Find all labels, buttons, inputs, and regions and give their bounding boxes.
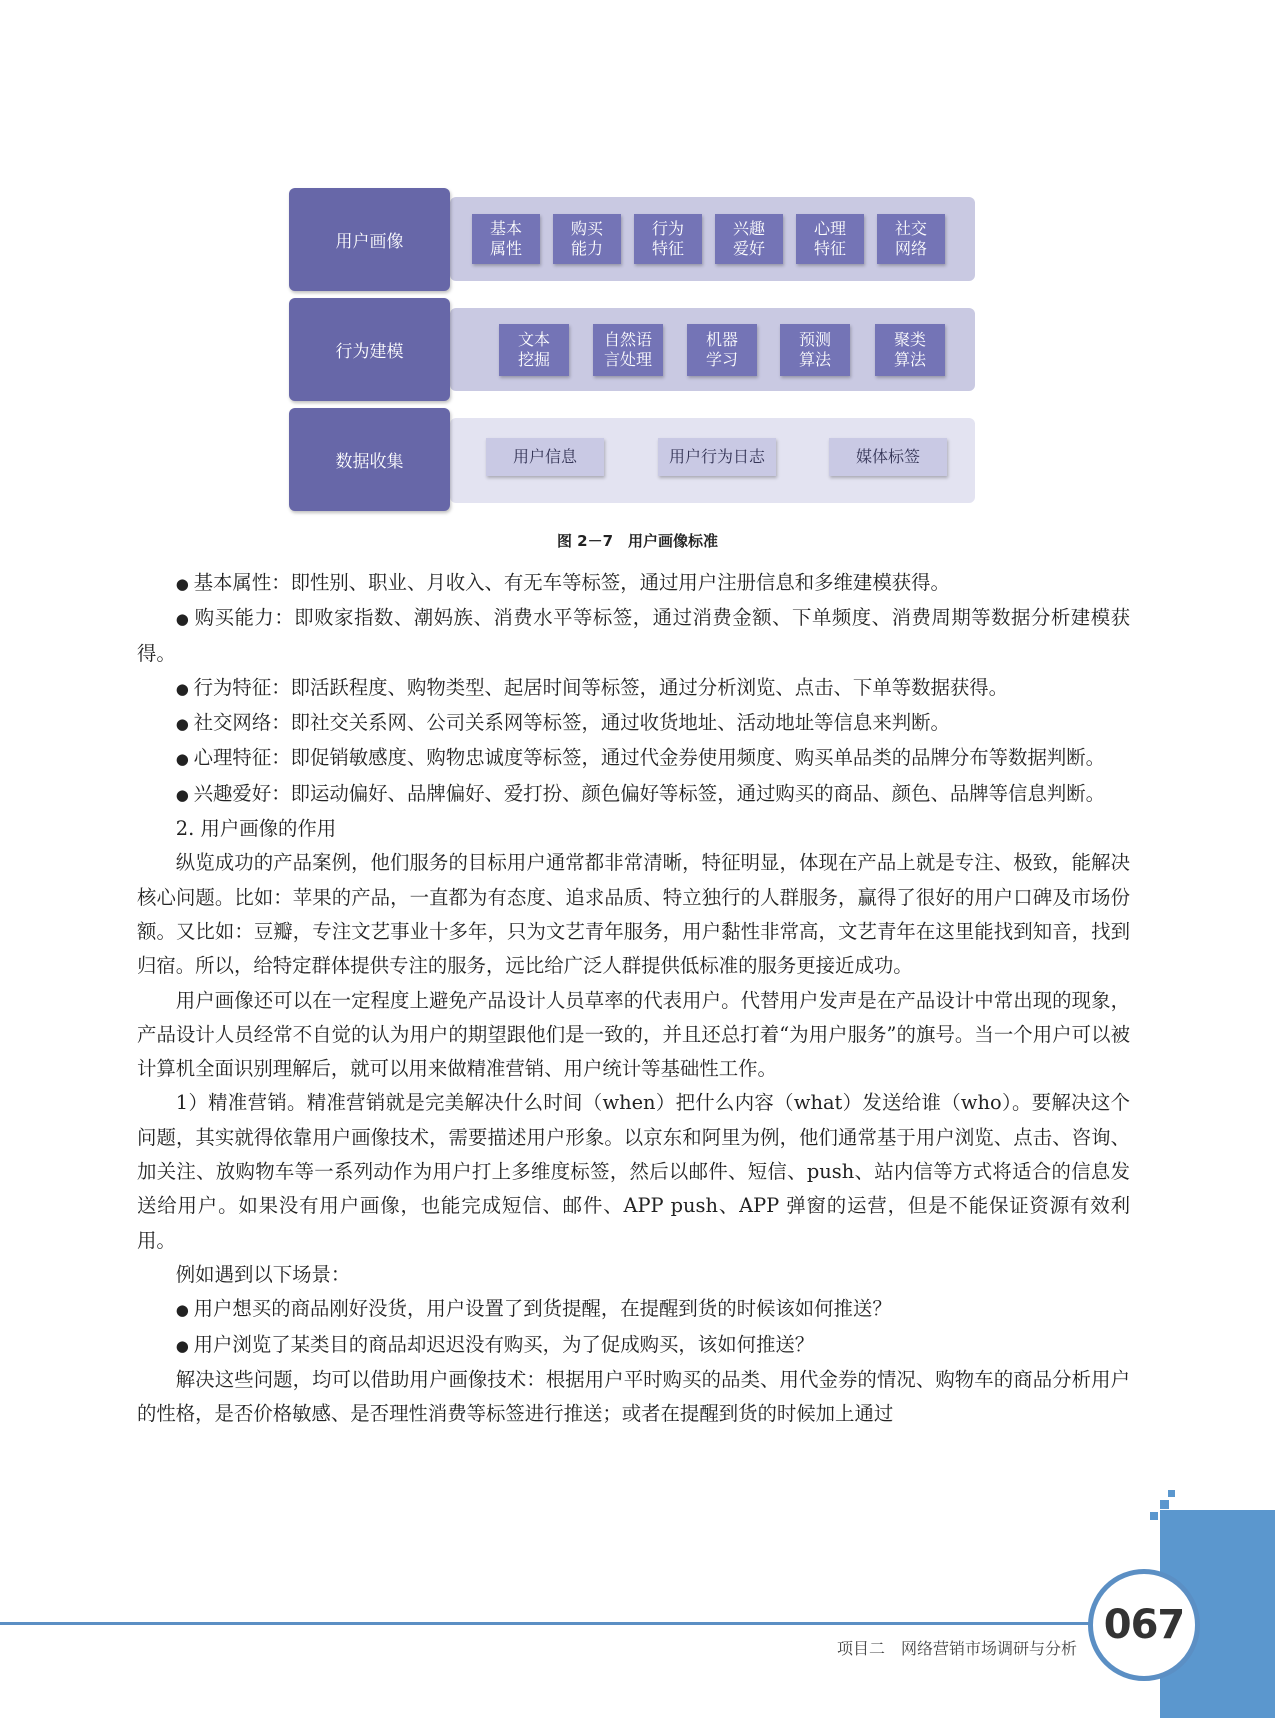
footer-chapter-title: 项目二 网络营销市场调研与分析: [836, 1639, 1077, 1658]
paragraph: 用户画像还可以在一定程度上避免产品设计人员草率的代表用户。代替用户发声是在产品设计中常出现的现象，产品设计人员经常不自觉的认为用户的期望跟他们是一致的，并且还总打着“为用户服务”的旗号。当一个用户可以被计算机全面识别理解后，就可以用来做精准营销、用户统计等基础性工作。: [137, 988, 1130, 1081]
footer-rule: [0, 1622, 1090, 1625]
row-label-profile: 用户画像: [289, 188, 450, 291]
row-label-collection: 数据收集: [289, 408, 450, 511]
chip-behavior-features: 行为 特征: [634, 214, 702, 264]
row-label-modeling: 行为建模: [289, 298, 450, 401]
chip-prediction: 预测 算法: [780, 324, 850, 376]
user-profile-diagram: [0, 0, 1275, 520]
chip-nlp: 自然语 言处理: [593, 324, 663, 376]
bullet-item: ● 用户想买的商品刚好没货，用户设置了到货提醒，在提醒到货的时候该如何推送？: [137, 1292, 1130, 1327]
bullet-item: ● 行为特征：即活跃程度、购物类型、起居时间等标签，通过分析浏览、点击、下单等数据获得。: [137, 671, 1130, 706]
chip-purchasing-power: 购买 能力: [553, 214, 621, 264]
bullet-item: ● 心理特征：即促销敏感度、购物忠诚度等标签，通过代金券使用频度、购买单品类的品牌分布等数据判断。: [137, 741, 1130, 776]
chip-user-info: 用户信息: [486, 438, 604, 476]
paragraph: 2. 用户画像的作用: [175, 817, 337, 841]
chip-media-tags: 媒体标签: [829, 438, 947, 476]
paragraph: 1）精准营销。精准营销就是完美解决什么时间（when）把什么内容（what）发送给谁（who）。要解决这个问题，其实就得依靠用户画像技术，需要描述用户形象。以京东和阿里为例，他们通常基于用户浏览、点击、咨询、加关注、放购物车等一系列动作为用户打上多维度标签，然后以邮件、短信、push、站内信等方式将适合的信息发送给用户。如果没有用户画像，也能完成短信、邮件、APP push、APP 弹窗的运营，但是不能保证资源有效利用。: [137, 1091, 1130, 1252]
chip-interests: 兴趣 爱好: [715, 214, 783, 264]
bullet-item: ● 基本属性：即性别、职业、月收入、有无车等标签，通过用户注册信息和多维建模获得。: [137, 566, 1130, 601]
pixel-decoration: [1150, 1512, 1158, 1520]
pixel-decoration: [1168, 1490, 1175, 1497]
chip-clustering: 聚类 算法: [875, 324, 945, 376]
pixel-decoration: [1160, 1500, 1169, 1509]
page-number: 067: [1088, 1569, 1200, 1681]
chip-social-network: 社交 网络: [877, 214, 945, 264]
chip-text-mining: 文本 挖掘: [499, 324, 569, 376]
paragraph: 例如遇到以下场景：: [175, 1262, 351, 1286]
figure-caption: 图 2－7 用户画像标准: [556, 532, 719, 550]
paragraph: 纵览成功的产品案例，他们服务的目标用户通常都非常清晰，特征明显，体现在产品上就是专注、极致，能解决核心问题。比如：苹果的产品，一直都为有态度、追求品质、特立独行的人群服务，赢得了很好的用户口碑及市场份额。又比如：豆瓣，专注文艺事业十多年，只为文艺青年服务，用户黏性非常高，文艺青年在这里能找到知音，找到归宿。所以，给特定群体提供专注的服务，远比给广泛人群提供低标准的服务更接近成功。: [137, 851, 1130, 978]
chip-psychology: 心理 特征: [796, 214, 864, 264]
chip-machine-learning: 机器 学习: [687, 324, 757, 376]
body-text: [137, 566, 1130, 1431]
chip-basic-attributes: 基本 属性: [472, 214, 540, 264]
chip-user-behavior-log: 用户行为日志: [658, 438, 776, 476]
bullet-item: ● 兴趣爱好：即运动偏好、品牌偏好、爱打扮、颜色偏好等标签，通过购买的商品、颜色、品牌等信息判断。: [137, 777, 1130, 812]
bullet-item: ● 社交网络：即社交关系网、公司关系网等标签，通过收货地址、活动地址等信息来判断。: [137, 706, 1130, 741]
paragraph: 解决这些问题，均可以借助用户画像技术：根据用户平时购买的品类、用代金券的情况、购物车的商品分析用户的性格，是否价格敏感、是否理性消费等标签进行推送；或者在提醒到货的时候加上通过: [137, 1367, 1130, 1426]
bullet-item: ● 用户浏览了某类目的商品却迟迟没有购买，为了促成购买，该如何推送？: [137, 1328, 1130, 1363]
bullet-item: ● 购买能力：即败家指数、潮妈族、消费水平等标签，通过消费金额、下单频度、消费周期等数据分析建模获得。: [137, 601, 1130, 671]
